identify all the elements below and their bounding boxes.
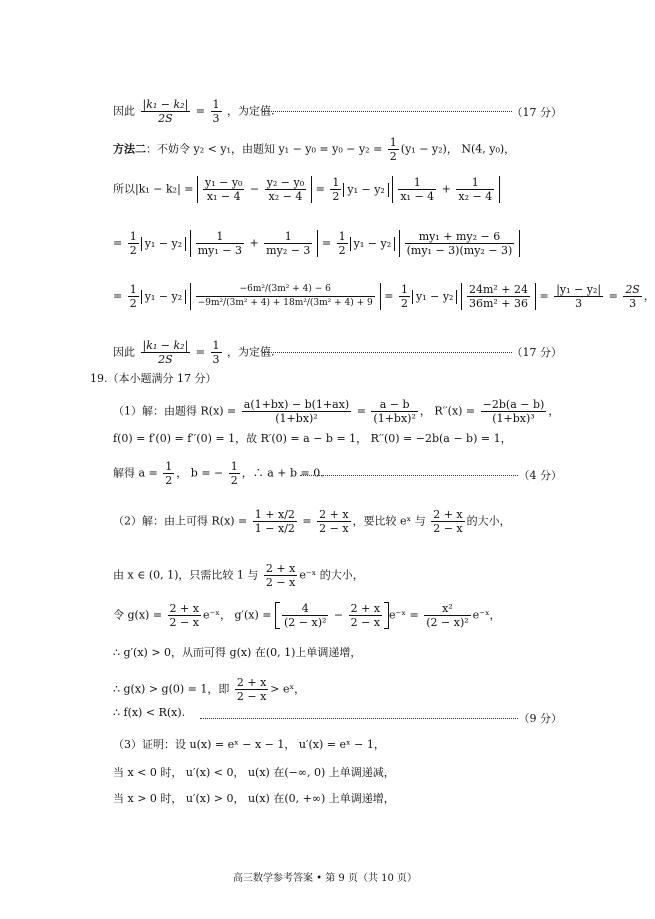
fraction <box>317 508 350 535</box>
leader-dots <box>300 475 518 476</box>
fraction <box>431 508 464 535</box>
minus: − <box>249 182 260 196</box>
fraction <box>330 176 341 203</box>
abs-value: y₁ − y₂ <box>412 290 457 304</box>
abs-expression <box>190 230 319 257</box>
part-2-line-5 <box>113 676 305 703</box>
page-footer: 高三数学参考答案 • 第 9 页（共 10 页） <box>232 873 418 884</box>
numerator: |k₁ − k₂| <box>142 339 189 352</box>
numerator: 1 <box>212 98 220 111</box>
text: ，为定值. <box>227 104 275 118</box>
part-2-line-6: ∴ f(x) < R(x). <box>113 706 186 719</box>
denominator: 2 − x <box>169 616 199 629</box>
numerator: 1 <box>212 339 220 352</box>
text: ， b = − <box>176 466 224 480</box>
denominator: 1 − x/2 <box>254 522 295 535</box>
numerator: 2 + x <box>265 562 296 575</box>
numerator: y₁ − y₀ <box>205 176 243 189</box>
equals: = <box>113 236 123 250</box>
line-5 <box>113 283 655 310</box>
denominator: (my₁ − 3)(my₂ − 3) <box>406 244 513 257</box>
denominator: (2 − x)² <box>283 616 327 629</box>
denominator: 36m² + 36 <box>468 297 528 310</box>
equals: = <box>321 236 332 250</box>
fraction <box>481 398 547 425</box>
numerator: 1 <box>389 136 397 149</box>
fraction <box>211 339 222 366</box>
text: 因此 <box>113 345 135 359</box>
denominator: x₁ − 4 <box>206 190 241 203</box>
denominator: my₁ − 3 <box>197 244 242 257</box>
equals: = <box>384 289 394 303</box>
equals: = <box>315 182 325 196</box>
text: e⁻ˣ， g′(x) = <box>202 608 272 622</box>
numerator: a(1+bx) − b(1+ax) <box>243 398 350 411</box>
fraction <box>253 508 297 535</box>
part-1-line-1 <box>113 398 559 425</box>
abs-expression <box>392 176 500 203</box>
numerator: |y₁ − y₂| <box>556 283 602 296</box>
numerator: 4 <box>282 602 328 616</box>
denominator: 3 <box>575 297 583 310</box>
abs-value: y₁ − y₂ <box>141 290 186 304</box>
denominator: 2 − x <box>236 690 267 703</box>
fraction <box>349 602 382 629</box>
abs-value: y₁ − y₂ <box>350 237 395 251</box>
denominator: −9m²/(3m² + 4) + 18m²/(3m² + 4) + 9 <box>197 298 373 308</box>
part-3-line-1: （3）证明：设 u(x) = eˣ − x − 1， u′(x) = eˣ − 1， <box>113 738 385 751</box>
question-heading: 19.（本小题满分 17 分） <box>90 372 217 385</box>
text: 的大小， <box>466 514 511 528</box>
numerator: 2 + x <box>350 602 381 615</box>
abs-expression <box>461 283 536 310</box>
fraction <box>424 602 470 629</box>
numerator: 1 <box>264 230 312 244</box>
denominator: my₂ − 3 <box>266 244 311 257</box>
equals: = <box>539 289 549 303</box>
text: （2）解：由上可得 R(x) = <box>113 514 248 528</box>
text: e⁻ˣ = <box>389 608 419 622</box>
numerator: |k₁ − k₂| <box>142 98 189 111</box>
fraction <box>405 230 515 257</box>
fraction <box>242 398 351 425</box>
denominator: 2 <box>230 474 238 487</box>
denominator: 2 <box>400 297 408 310</box>
text: 因此 <box>113 104 135 118</box>
minus: − <box>333 608 344 622</box>
line-3 <box>113 176 500 203</box>
score-label: （9 分） <box>518 712 562 725</box>
denominator: 2 <box>389 150 397 163</box>
numerator: −6m²/(3m² + 4) − 6 <box>196 283 375 297</box>
equals: = <box>113 289 123 303</box>
denominator: (1+bx)³ <box>492 412 535 425</box>
fraction <box>265 176 306 203</box>
abs-value: y₁ − y₂ <box>343 183 388 197</box>
text: > eˣ， <box>270 682 306 696</box>
fraction <box>141 339 191 366</box>
fraction <box>196 230 244 257</box>
text: ，为定值. <box>227 345 275 359</box>
leader-dots <box>262 111 512 112</box>
text: ：不妨令 y₂ < y₁，由题知 y₁ − y₀ = y₀ − y₂ = <box>146 142 383 156</box>
text: 由 x ∈ (0, 1)，只需比较 1 与 <box>113 568 259 582</box>
denominator: x₁ − 4 <box>400 190 435 203</box>
denominator: 2S <box>158 353 173 366</box>
numerator: 1 <box>400 283 408 296</box>
equals: = <box>356 404 366 418</box>
numerator: 1 <box>456 176 494 190</box>
numerator: a − b <box>371 398 417 412</box>
abs-expression <box>399 230 521 257</box>
denominator: 3 <box>629 297 637 310</box>
denominator: 2 <box>129 297 137 310</box>
part-2-line-2 <box>113 562 364 589</box>
text: (y₁ − y₂)， N(4, y₀)， <box>400 142 516 156</box>
numerator: 2 + x <box>236 676 267 689</box>
denominator: 2 − x <box>319 522 349 535</box>
denominator: 2 <box>332 190 340 203</box>
fraction <box>229 460 240 487</box>
fraction <box>388 136 399 163</box>
fraction <box>128 283 139 310</box>
numerator: 24m² + 24 <box>468 283 528 296</box>
denominator: (1+bx)² <box>275 412 318 425</box>
fraction <box>467 283 530 310</box>
part-1-line-3 <box>113 460 324 487</box>
plus: + <box>441 182 451 196</box>
numerator: 2 + x <box>433 508 463 521</box>
denominator: 3 <box>212 112 220 125</box>
plus: + <box>249 236 259 250</box>
numerator: 1 <box>196 230 244 244</box>
text: ， R′′(x) = <box>419 404 476 418</box>
part-2-line-3 <box>113 602 501 629</box>
text: e⁻ˣ 的大小， <box>299 568 364 582</box>
numerator: 1 <box>332 176 340 189</box>
numerator: y₂ − y₀ <box>266 176 305 189</box>
numerator: 2S <box>625 283 640 296</box>
part-3-line-3: 当 x > 0 时， u′(x) > 0， u(x) 在(0, +∞) 上单调递增， <box>113 792 395 805</box>
leader-dots <box>200 718 518 719</box>
fraction <box>398 176 436 203</box>
score-label: （17 分） <box>511 346 562 359</box>
fraction <box>128 230 139 257</box>
part-3-line-2: 当 x < 0 时， u′(x) < 0， u(x) 在(−∞, 0) 上单调递减， <box>113 766 395 779</box>
abs-expression <box>190 283 381 310</box>
text: e⁻ˣ， <box>472 608 501 622</box>
denominator: 2S <box>158 112 173 125</box>
numerator: 1 <box>165 460 173 473</box>
numerator: my₁ + my₂ − 6 <box>405 230 515 244</box>
fraction <box>456 176 494 203</box>
score-label: （17 分） <box>511 106 562 119</box>
denominator: 2 <box>129 244 137 257</box>
numerator: −2b(a − b) <box>482 398 545 411</box>
denominator: 2 <box>338 244 346 257</box>
part-2-line-1 <box>113 508 511 535</box>
numerator: 2 + x <box>319 508 349 521</box>
denominator: 3 <box>212 353 220 366</box>
bracket-expression <box>275 602 389 629</box>
abs-expression <box>197 176 312 203</box>
fraction <box>203 176 244 203</box>
text: 解得 a = <box>113 466 158 480</box>
abs-value: y₁ − y₂ <box>141 237 186 251</box>
fraction <box>337 230 348 257</box>
numerator: 1 <box>338 230 346 243</box>
denominator: 2 − x <box>350 616 381 629</box>
equals: = <box>302 514 312 528</box>
text: ， <box>548 404 560 418</box>
text: 令 g(x) = <box>113 608 163 622</box>
fraction <box>211 98 222 125</box>
score-label: （4 分） <box>518 469 562 482</box>
line-6 <box>113 339 275 366</box>
denominator: (2 − x)² <box>426 616 469 629</box>
part-2-line-4: ∴ g′(x) > 0，从而可得 g(x) 在(0, 1)上单调递增， <box>113 646 362 659</box>
leader-dots <box>262 352 512 353</box>
numerator: 1 <box>230 460 238 473</box>
method-two-line <box>113 136 515 163</box>
fraction <box>264 562 297 589</box>
text: ，∴ a + b = 0. <box>241 466 324 480</box>
numerator: 1 + x/2 <box>254 508 295 521</box>
numerator: 2 + x <box>169 602 199 615</box>
text: ∴ g(x) > g(0) = 1，即 <box>113 682 230 696</box>
fraction <box>282 602 328 629</box>
numerator: 1 <box>398 176 436 190</box>
text: （1）解：由题得 R(x) = <box>113 404 237 418</box>
equals: = <box>195 104 205 118</box>
equals: = <box>195 345 205 359</box>
fraction <box>163 460 174 487</box>
fraction <box>554 283 603 310</box>
numerator: 1 <box>129 230 137 243</box>
fraction <box>141 98 191 125</box>
fraction <box>371 398 417 425</box>
line-1 <box>113 98 275 125</box>
fraction <box>264 230 312 257</box>
denominator: 2 − x <box>433 522 463 535</box>
compound-fraction <box>196 283 375 310</box>
fraction <box>235 676 268 703</box>
line-4 <box>113 230 520 257</box>
text: ， <box>643 289 655 303</box>
text: 所以|k₁ − k₂| = <box>113 182 194 196</box>
fraction <box>623 283 642 310</box>
denominator: 2 <box>165 474 173 487</box>
part-1-line-2: f(0) = f′(0) = f′′(0) = 1，故 R′(0) = a − b = 1， R′′(0) = −2b(a − b) = 1， <box>113 432 512 445</box>
numerator: 1 <box>129 283 137 296</box>
denominator: 2 − x <box>265 576 296 589</box>
method-title: 方法二 <box>113 142 146 156</box>
equals: = <box>608 289 618 303</box>
numerator: x² <box>424 602 470 616</box>
denominator: x₂ − 4 <box>458 190 493 203</box>
denominator: (1+bx)² <box>373 412 416 425</box>
fraction <box>399 283 410 310</box>
denominator: x₂ − 4 <box>268 190 303 203</box>
text: ，要比较 eˣ 与 <box>352 514 426 528</box>
fraction <box>168 602 201 629</box>
